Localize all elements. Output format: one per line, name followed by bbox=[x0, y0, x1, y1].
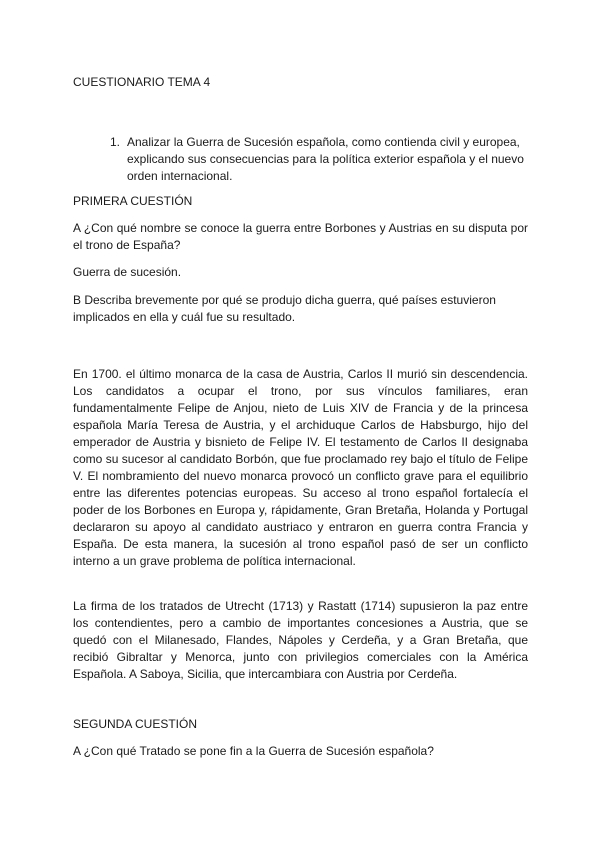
first-section-heading: PRIMERA CUESTIÓN bbox=[73, 194, 193, 208]
task-number: 1. bbox=[110, 135, 121, 149]
first-answer-b-paragraph-2: La firma de los tratados de Utrecht (1713) y Rastatt (1714) supusieron la paz entre los contendientes, pero a cambio de importantes concesiones a Austria, que se quedó con el Milanesado, Flandes, Nápoles y Cerdeña, y a Gran Bretaña, que recibió Gibraltar y Menorca, junto con privilegios comerciales con la América Española. A Saboya, Sicilia, que intercambiara con Austria por Cerdeña. bbox=[73, 599, 528, 681]
first-answer-b-paragraph-1: En 1700. el último monarca de la casa de Austria, Carlos II murió sin descendencia. Los candidatos a ocupar el trono, por sus vínculos familiares, eran fundamentalmente Felipe de Anjou, nieto de Luis XIV de Francia y de la princesa española María Teresa de Austria, y el archiduque Carlos de Habsburgo, hijo del emperador de Austria y bisnieto de Felipe IV. El testamento de Carlos II designaba como su sucesor al candidato Borbón, que fue proclamado rey bajo el título de Felipe V. El nombramiento del nuevo monarca provocó un conflicto grave para el equilibrio entre las diferentes potencias europeas. Su acceso al trono español fortalecía el poder de los Borbones en Europa y, rápidamente, Gran Bretaña, Holanda y Portugal declararon su apoyo al candidato austriaco y entraron en guerra contra Francia y España. De esta manera, la sucesión al trono español pasó de ser un conflicto interno a un grave problema de política internacional. bbox=[73, 367, 528, 568]
task-text: Analizar la Guerra de Sucesión española, como contienda civil y europea, explicando sus consecuencias para la política exterior española y el nuevo orden internacional. bbox=[127, 135, 524, 183]
first-answer-a: Guerra de sucesión. bbox=[73, 265, 182, 279]
first-question-a: A ¿Con qué nombre se conoce la guerra entre Borbones y Austrias en su disputa por el trono de España? bbox=[73, 221, 528, 252]
numbered-task bbox=[110, 134, 530, 185]
first-question-b: B Describa brevemente por qué se produjo dicha guerra, qué países estuvieron implicados en ella y cuál fue su resultado. bbox=[73, 293, 496, 324]
document-title: CUESTIONARIO TEMA 4 bbox=[73, 75, 211, 89]
second-section-heading: SEGUNDA CUESTIÓN bbox=[73, 717, 198, 731]
second-question-a: A ¿Con qué Tratado se pone fin a la Guerra de Sucesión española? bbox=[73, 744, 434, 758]
